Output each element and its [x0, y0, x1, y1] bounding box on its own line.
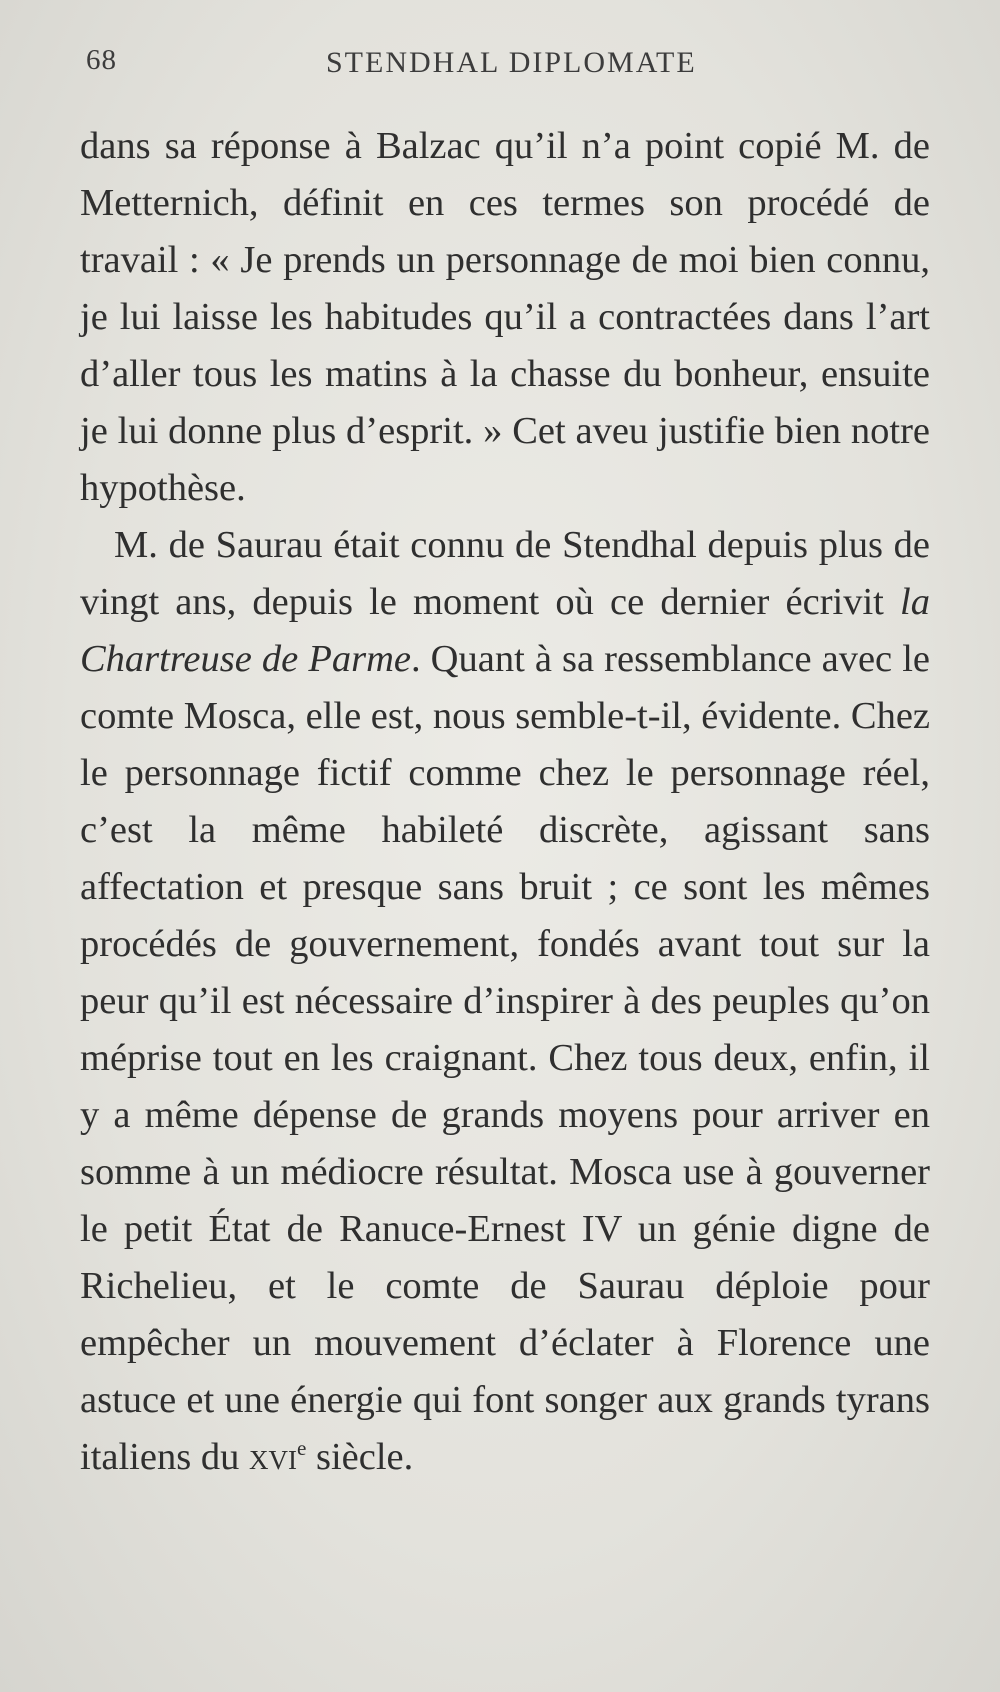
- page-header: [86, 44, 926, 94]
- century-numeral: xvi: [248, 1436, 297, 1478]
- paragraph-2-text-end: siècle.: [306, 1436, 414, 1478]
- running-title: STENDHAL DIPLOMATE: [326, 46, 697, 79]
- paragraph-2-text-main: . Quant à sa ressemblance avec le comte Mosca, elle est, nous semble-t-il, évidente. Chez le personnage fictif comme chez le personnage réel, c’est la même habileté discrète, agissant sans affectation et presque sans bruit ; ce sont les mêmes procédés de gouvernement, fondés avant tout sur la peur qu’il est nécessaire d’inspirer à des peuples qu’on méprise tout en les craignant. Chez tous deux, enfin, il y a même dépense de grands moyens pour arriver en somme à un médiocre résultat. Mosca use à gouverner le petit État de Ranuce-Ernest IV un génie digne de Richelieu, et le comte de Saurau déploie pour empêcher un mouvement d’éclater à Florence une astuce et une énergie qui font songer aux grands tyrans italiens du: [80, 638, 930, 1478]
- body-text: [80, 118, 930, 1486]
- paragraph-2-text-start: M. de Saurau était connu de Stendhal depuis plus de vingt ans, depuis le moment où ce dernier écrivit: [80, 524, 930, 623]
- paragraph-2: [80, 517, 930, 1486]
- page-number: 68: [86, 44, 117, 76]
- book-title-italic: la Chartreuse de Parme: [80, 581, 930, 680]
- paragraph-1: dans sa réponse à Balzac qu’il n’a point copié M. de Metternich, définit en ces termes son procédé de travail : « Je prends un personnage de moi bien connu, je lui laisse les habitudes qu’il a contractées dans l’art d’aller tous les matins à la chasse du bonheur, ensuite je lui donne plus d’esprit. » Cet aveu justifie bien notre hypothèse.: [80, 125, 930, 509]
- century-superscript: e: [296, 1436, 307, 1461]
